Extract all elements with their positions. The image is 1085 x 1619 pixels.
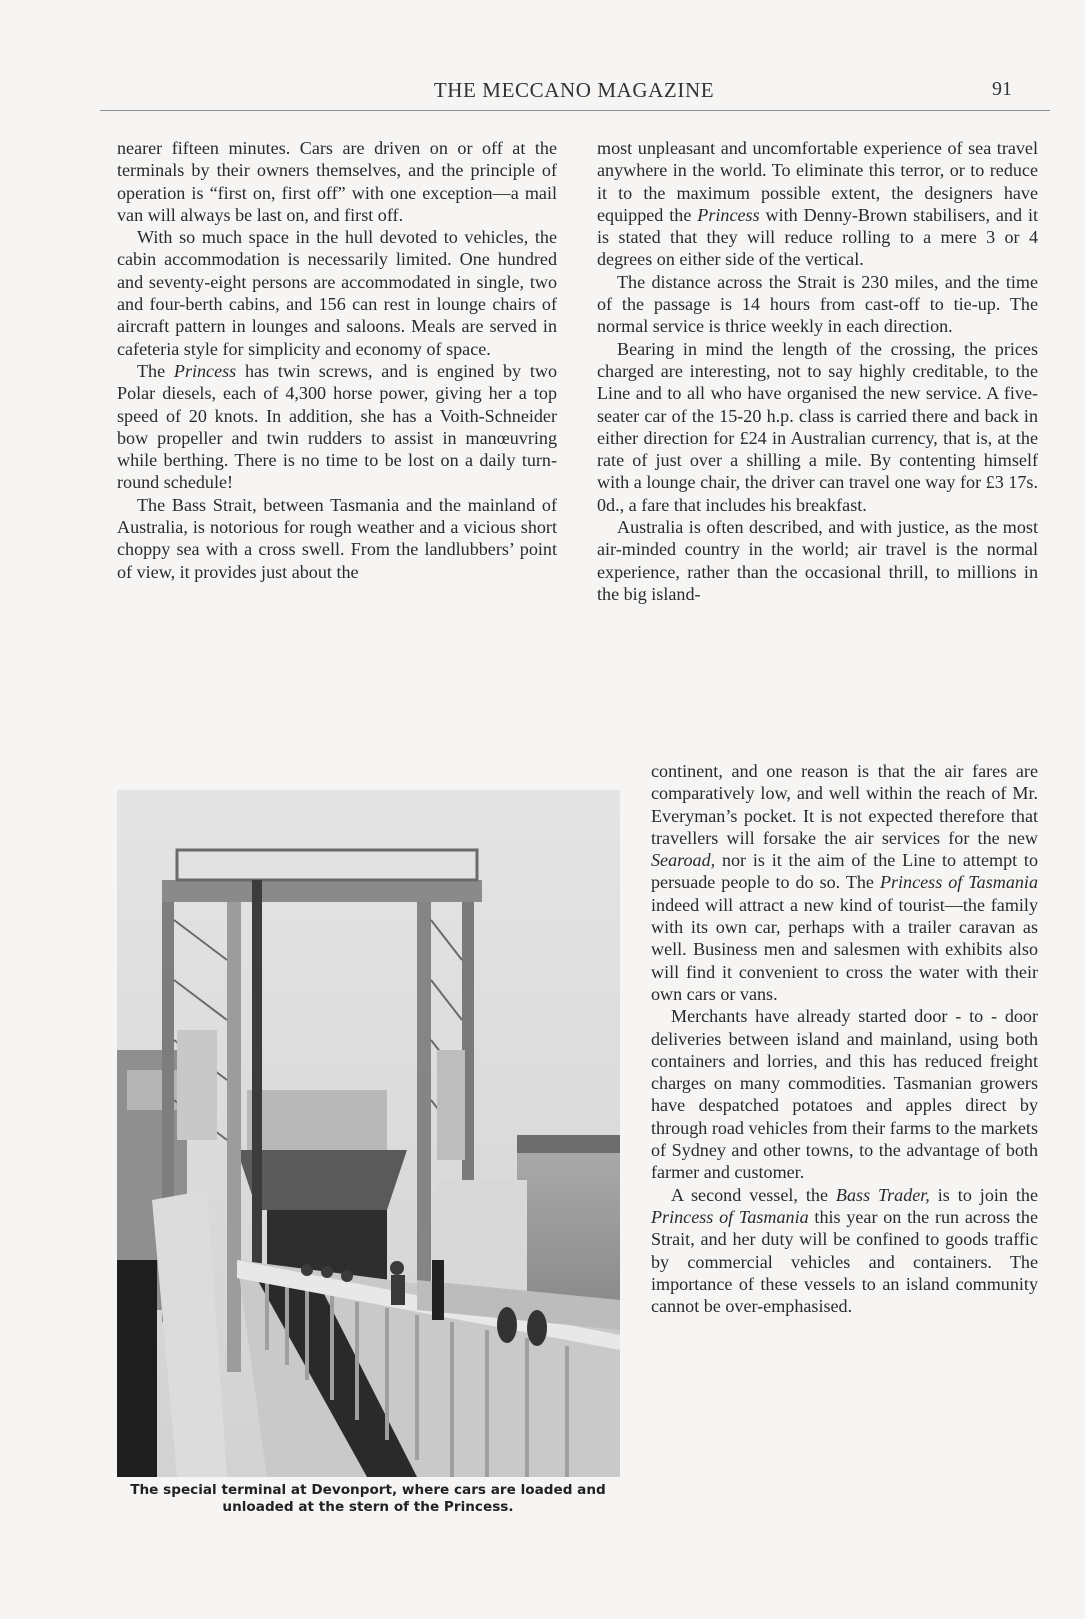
text-run: nor is it the aim of the Line to attempt to persuade people to do so. The (651, 850, 1038, 893)
text-run: is to join the (929, 1184, 1038, 1205)
page-header (118, 78, 1048, 108)
paragraph: The distance across the Strait is 230 miles, and the time of the passage is 14 hours from cast-off to tie-up. The normal service is thrice weekly in each direction. (597, 271, 1038, 337)
photo-caption: The special terminal at Devonport, where cars are loaded and unloaded at the stern of the Princess. (130, 1482, 606, 1515)
paragraph: Merchants have already started door - to - door deliveries between island and mainland, using both containers and lorries, and this has reduced freight charges on many commodities. Tasmanian growers have despatched potatoes and apples direct by through road vehicles from their farms to the markets of Sydney and other towns, to the advantage of both farmer and customer. (651, 1006, 1038, 1183)
paragraph (597, 137, 1038, 271)
right-column-wrap (651, 760, 1038, 1317)
header-rule (100, 110, 1050, 111)
ship-name: Princess (697, 204, 760, 225)
ship-name: Princess of Tasmania (879, 872, 1038, 893)
paragraph: The Bass Strait, between Tasmania and the mainland of Australia, is notorious for rough weather and a vicious short choppy sea with a cross swell. From the landlubbers’ point of view, it provides just about the (117, 494, 557, 582)
text-run: this year on the run across the Strait, and her duty will be confined to goods traffic by commercial vehicles and containers. The importance of these vessels to an island community cannot be over-emphasised. (651, 1206, 1038, 1317)
text-run: The (137, 360, 174, 381)
text-run: most unpleasant and uncomfortable experience of sea travel anywhere in the world. To eliminate this terror, or to reduce it to the maximum possible extent, the designers have equipped the (597, 138, 1038, 225)
text-run: indeed will attract a new kind of tourist—the family with its own car, perhaps with a trailer caravan as well. Business men and salesmen with exhibits also will find it convenient to cross the water with their own cars or vans. (651, 894, 1038, 1004)
ship-name: Princess (173, 360, 237, 381)
ship-name: Searoad, (651, 850, 716, 871)
ship-name: Princess of Tasmania (651, 1206, 809, 1227)
magazine-title: THE MECCANO MAGAZINE (433, 78, 715, 102)
terminal-photo-drawing (117, 790, 620, 1477)
right-column (597, 137, 1038, 605)
text-run: with Denny-Brown stabilisers, and it is stated that they will reduce rolling to a mere 3 or 4 degrees on either side of the vertical. (597, 204, 1039, 270)
paragraph (651, 760, 1038, 1005)
text-run: has twin screws, and is engined by two Polar diesels, each of 4,300 horse power, giving her a top speed of 20 knots. In addition, she has a Voith-Schneider bow propeller and twin rudders to assist in manœuvring while berthing. There is no time to be lost on a daily turn-round schedule! (117, 360, 557, 493)
paragraph (117, 360, 557, 494)
paragraph: Bearing in mind the length of the crossing, the prices charged are interesting, not to say highly creditable, to the Line and to all who have organised the new service. A five-seater car of the 15-20 h.p. class is carried there and back in either direction for £24 in Australian currency, that is, at the rate of just over a shilling a mile. By contenting himself with a lounge chair, the driver can travel one way for £3 17s. 0d., a fare that includes his breakfast. (597, 338, 1038, 515)
paragraph: With so much space in the hull devoted to vehicles, the cabin accommodation is necessarily limited. One hundred and seventy-eight persons are accommodated in single, two and four-berth cabins, and 156 can rest in lounge chairs of aircraft pattern in lounges and saloons. Meals are served in cafeteria style for simplicity and economy of space. (117, 227, 557, 359)
terminal-photo (117, 790, 620, 1477)
text-run: continent, and one reason is that the air fares are comparatively low, and well within the reach of Mr. Everyman’s pocket. It is not expected therefore that travellers will forsake the air services for the new (651, 761, 1038, 848)
paragraph (651, 1184, 1038, 1318)
page-number: 91 (992, 78, 1012, 100)
text-run: A second vessel, the (671, 1184, 836, 1205)
paragraph: Australia is often described, and with justice, as the most air-minded country in the world; air travel is the normal experience, rather than the occasional thrill, to millions in the big island- (597, 517, 1038, 604)
ship-name: Bass Trader, (835, 1184, 930, 1205)
paragraph: nearer fifteen minutes. Cars are driven on or off at the terminals by their owners themselves, and the principle of operation is “first on, first off” with one exception—a mail van will always be last on, and first off. (117, 138, 557, 225)
left-column (117, 137, 557, 583)
